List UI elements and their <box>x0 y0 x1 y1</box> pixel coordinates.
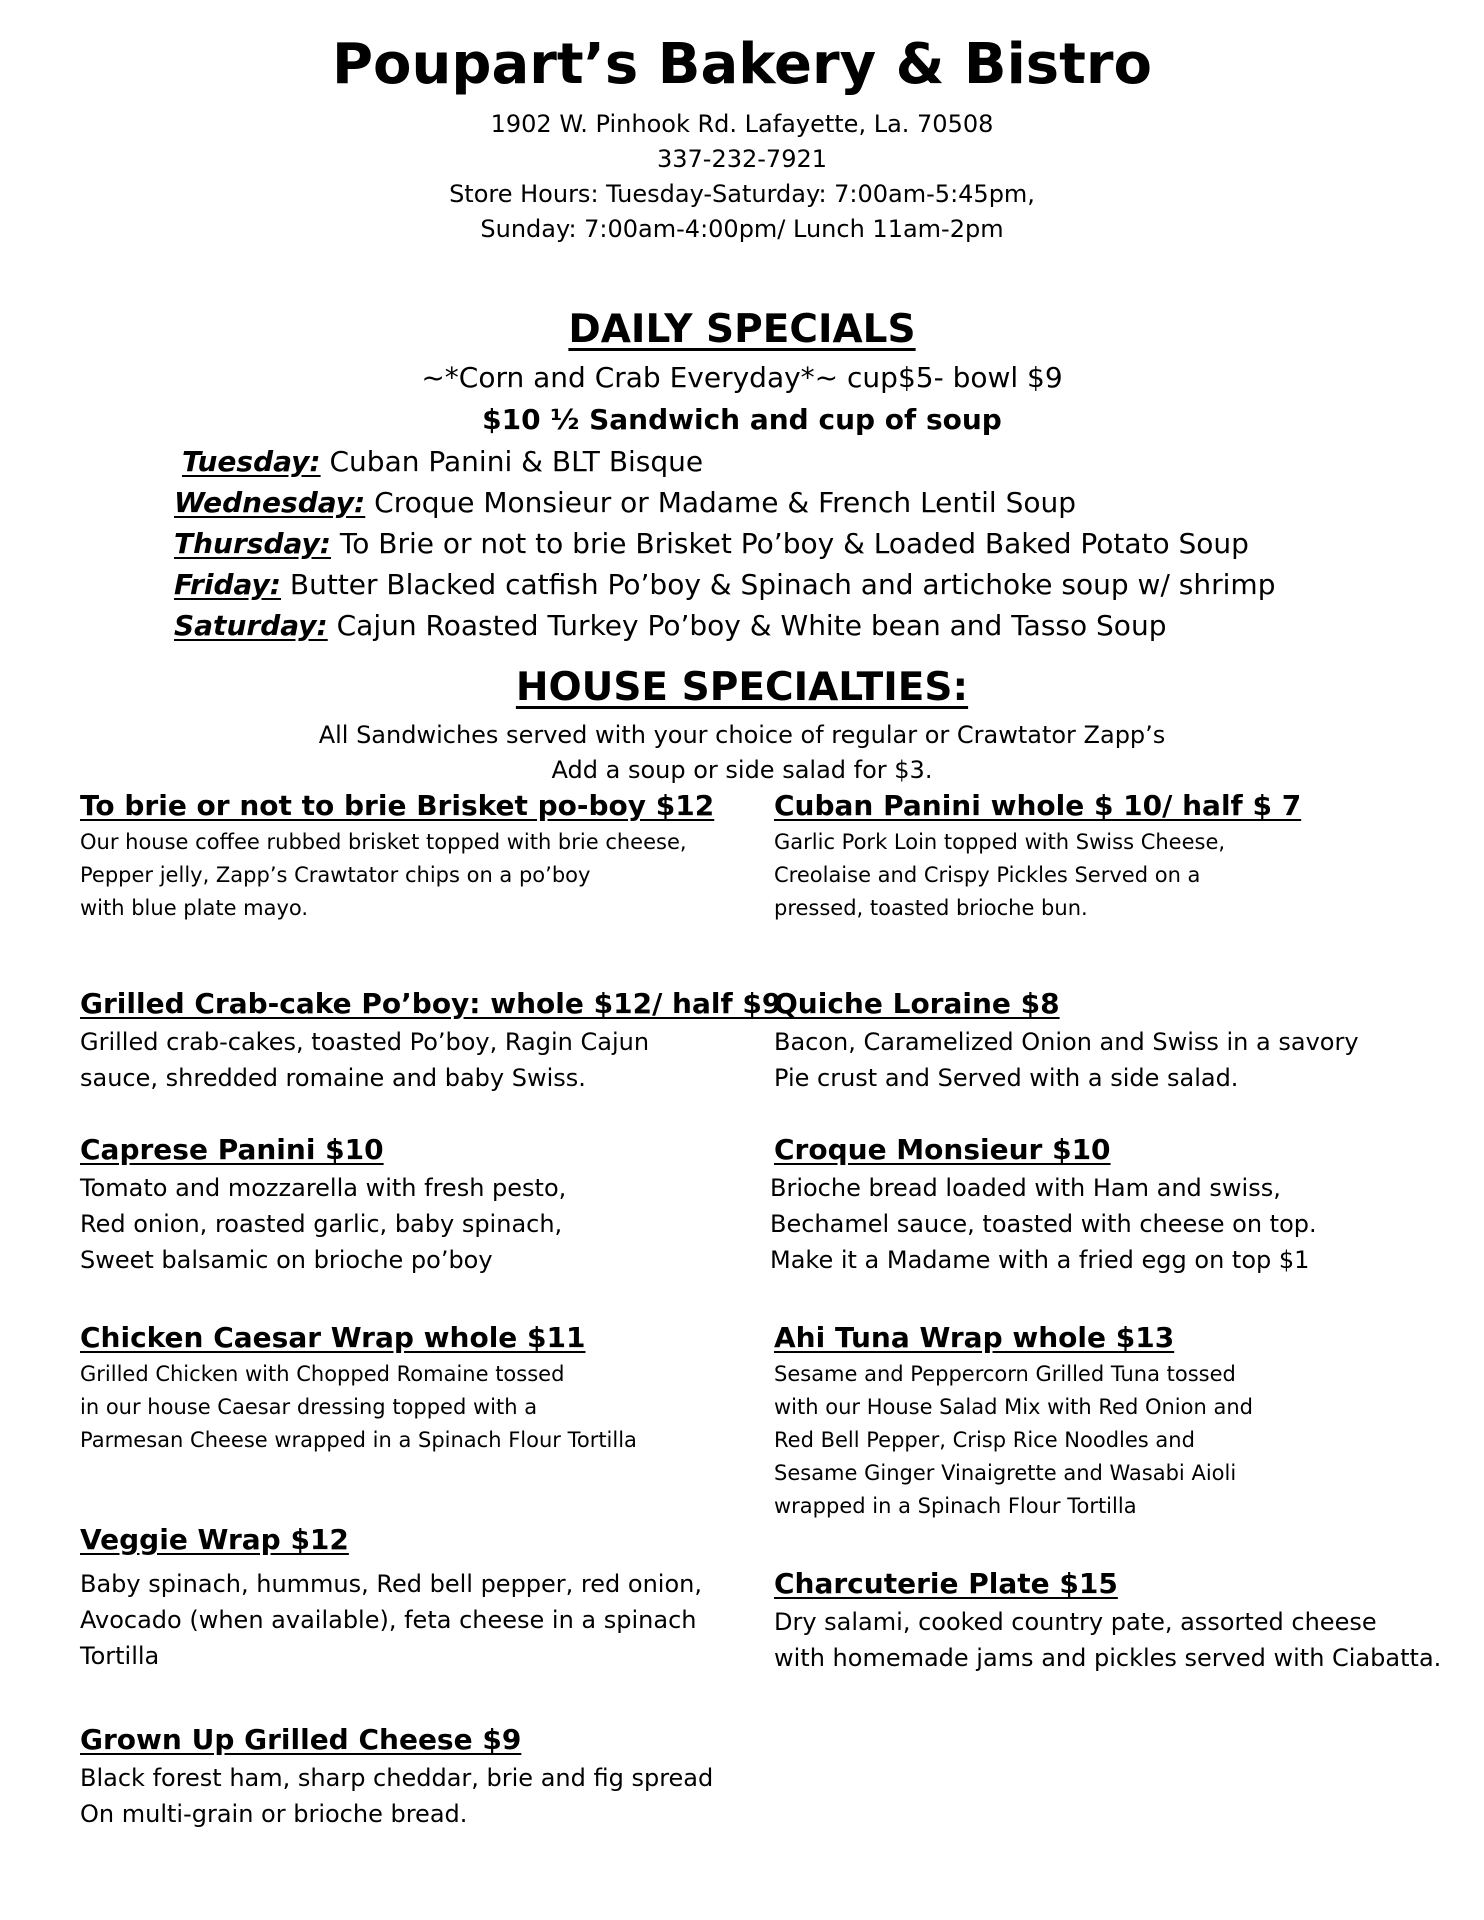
store-hours: Store Hours: Tuesday-Saturday: 7:00am-5:45pm, <box>449 180 1035 208</box>
item-description: Grilled Chicken with Chopped Romaine tossed in our house Caesar dressing topped with a Parmesan Cheese wrapped in a Spinach Flour Tortilla <box>80 1362 637 1452</box>
menu-item-charcuterie-plate <box>774 1564 1474 1676</box>
add-on-note: Add a soup or side salad for $3. <box>551 756 933 784</box>
restaurant-title: Poupart’s Bakery & Bistro <box>332 32 1152 97</box>
day-label: Tuesday: <box>182 445 321 478</box>
phone-number: 337-232-7921 <box>656 145 827 173</box>
day-label: Thursday: <box>174 527 331 560</box>
item-description: Baby spinach, hummus, Red bell pepper, red onion, Avocado (when available), feta cheese in a spinach Tortilla <box>80 1570 702 1670</box>
menu-item-veggie-wrap <box>80 1520 760 1674</box>
item-title: Chicken Caesar Wrap whole $11 <box>80 1321 586 1354</box>
item-description: Garlic Pork Loin topped with Swiss Cheese, Creolaise and Crispy Pickles Served on a pressed, toasted brioche bun. <box>774 830 1226 920</box>
item-title: Quiche Loraine $8 <box>774 987 1060 1020</box>
menu-item-caprese-panini <box>80 1130 760 1278</box>
day-special-text: Cajun Roasted Turkey Po’boy & White bean and Tasso Soup <box>327 609 1167 642</box>
item-description: Tomato and mozzarella with fresh pesto, Red onion, roasted garlic, baby spinach, Sweet balsamic on brioche po’boy <box>80 1174 567 1274</box>
item-title: Charcuterie Plate $15 <box>774 1567 1118 1600</box>
special-friday <box>174 565 1275 605</box>
item-description: Sesame and Peppercorn Grilled Tuna tossed with our House Salad Mix with Red Onion and Red Bell Pepper, Crisp Rice Noodles and Sesame Ginger Vinaigrette and Wasabi Aioli wrapped in a Spinach Flour Tortilla <box>774 1362 1253 1518</box>
menu-item-chicken-caesar-wrap <box>80 1318 760 1457</box>
item-description: Dry salami, cooked country pate, assorted cheese with homemade jams and pickles served with Ciabatta. <box>774 1608 1442 1672</box>
special-saturday <box>174 606 1166 646</box>
corn-crab-special: ~*Corn and Crab Everyday*~ cup$5- bowl $9 <box>421 361 1063 394</box>
item-description: Brioche bread loaded with Ham and swiss, Bechamel sauce, toasted with cheese on top. Make it a Madame with a fried egg on top $1 <box>770 1174 1317 1274</box>
menu-item-crab-cake-poboy <box>80 984 782 1096</box>
special-wednesday <box>174 483 1076 523</box>
menu-item-cuban-panini <box>774 786 1454 925</box>
item-title: Grilled Crab-cake Po’boy: whole $12/ half $9 <box>80 987 782 1020</box>
day-special-text: Croque Monsieur or Madame & French Lentil Soup <box>365 486 1077 519</box>
menu-item-quiche-loraine <box>774 984 1454 1096</box>
item-title: Ahi Tuna Wrap whole $13 <box>774 1321 1175 1354</box>
menu-item-ahi-tuna-wrap <box>774 1318 1454 1523</box>
combo-special: $10 ½ Sandwich and cup of soup <box>482 403 1002 436</box>
sunday-hours: Sunday: 7:00am-4:00pm/ Lunch 11am-2pm <box>480 215 1004 243</box>
house-specialties-heading: HOUSE SPECIALTIES: <box>515 665 969 710</box>
address: 1902 W. Pinhook Rd. Lafayette, La. 70508 <box>490 110 994 138</box>
menu-item-grown-up-grilled-cheese <box>80 1720 760 1832</box>
special-tuesday <box>182 442 703 482</box>
item-description: Bacon, Caramelized Onion and Swiss in a savory Pie crust and Served with a side salad. <box>774 1028 1359 1092</box>
item-title: Grown Up Grilled Cheese $9 <box>80 1723 522 1756</box>
day-special-text: Butter Blacked catfish Po’boy & Spinach and artichoke soup w/ shrimp <box>280 568 1276 601</box>
menu-item-brisket-poboy <box>80 786 760 925</box>
day-label: Friday: <box>174 568 281 601</box>
special-thursday <box>174 524 1249 564</box>
item-description: Our house coffee rubbed brisket topped with brie cheese, Pepper jelly, Zapp’s Crawtator chips on a po’boy with blue plate mayo. <box>80 830 687 920</box>
day-special-text: Cuban Panini & BLT Bisque <box>320 445 704 478</box>
item-description: Black forest ham, sharp cheddar, brie and fig spread On multi-grain or brioche bread. <box>80 1764 714 1828</box>
item-description: Grilled crab-cakes, toasted Po’boy, Ragin Cajun sauce, shredded romaine and baby Swiss. <box>80 1028 650 1092</box>
item-title: Veggie Wrap $12 <box>80 1523 349 1556</box>
item-title: Cuban Panini whole $ 10/ half $ 7 <box>774 789 1302 822</box>
sandwich-note: All Sandwiches served with your choice of regular or Crawtator Zapp’s <box>318 721 1166 749</box>
day-label: Saturday: <box>174 609 328 642</box>
menu-item-croque-monsieur <box>770 1130 1450 1278</box>
day-special-text: To Brie or not to brie Brisket Po’boy & Loaded Baked Potato Soup <box>330 527 1249 560</box>
day-label: Wednesday: <box>174 486 366 519</box>
daily-specials-heading: DAILY SPECIALS <box>568 307 916 352</box>
item-title: Caprese Panini $10 <box>80 1133 384 1166</box>
item-title: Croque Monsieur $10 <box>774 1133 1111 1166</box>
item-title: To brie or not to brie Brisket po-boy $12 <box>80 789 715 822</box>
